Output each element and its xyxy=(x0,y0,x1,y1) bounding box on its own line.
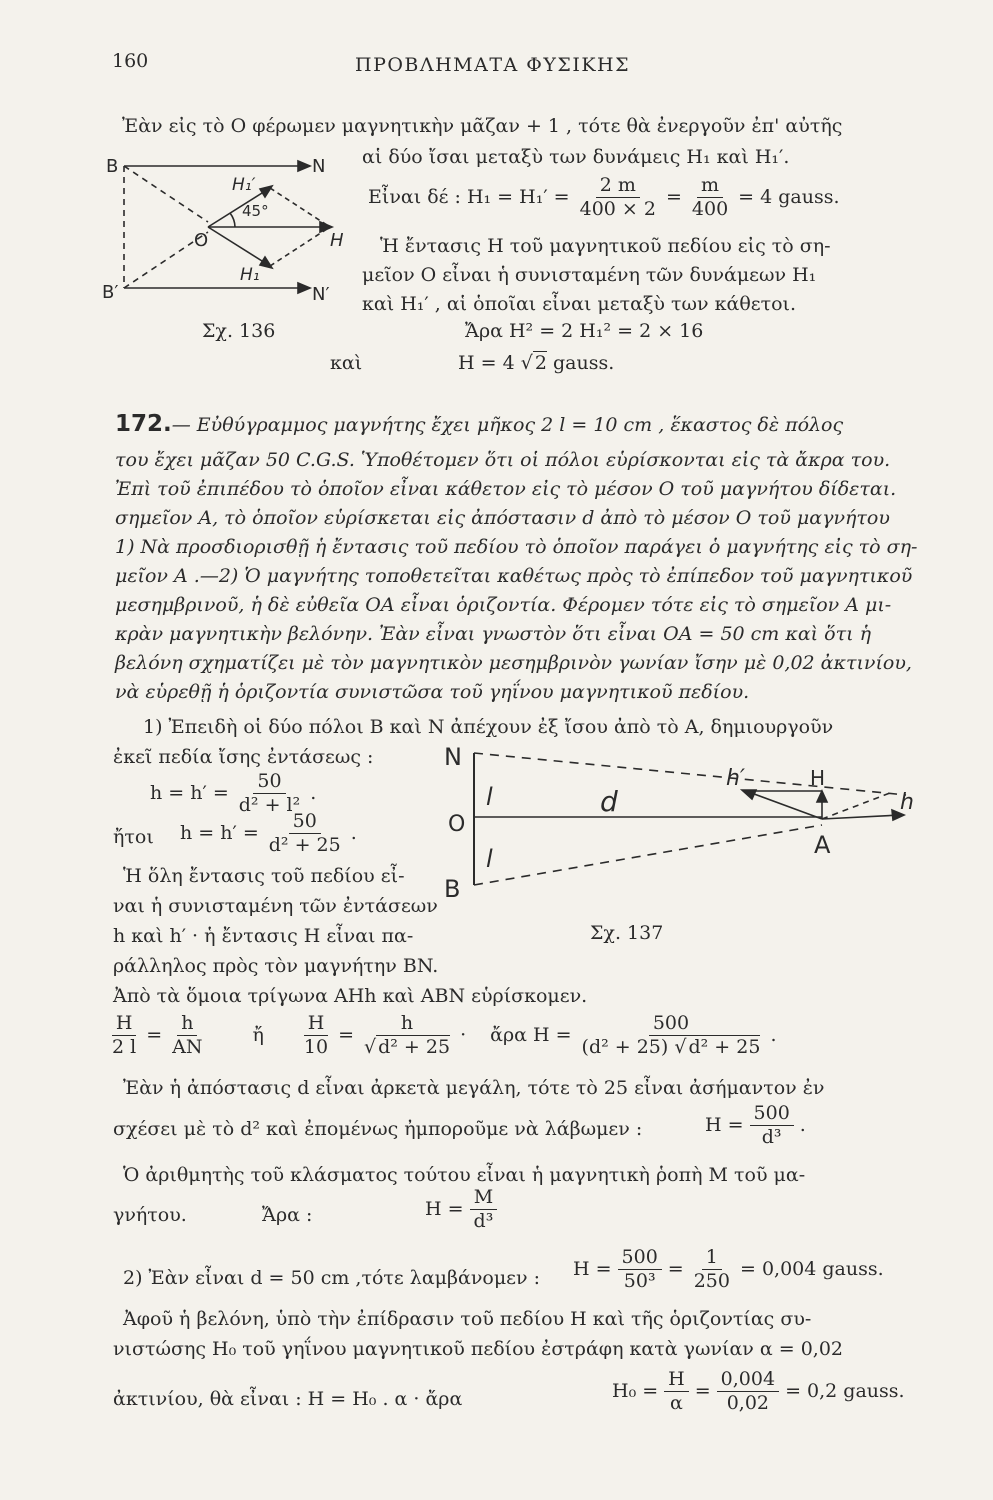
solution-line-14: νιστώσης H₀ τοῦ γηΐνου μαγνητικοῦ πεδίου ἐστράφη κατὰ γωνίαν α = 0,02 xyxy=(113,1338,844,1360)
solution-line-10: Ὁ ἀριθμητὴς τοῦ κλάσματος τούτου εἶναι ἡ μαγνητικὴ ῥοπὴ M τοῦ μα- xyxy=(123,1164,806,1186)
solution-line-9: σχέσει μὲ τὸ d² καὶ ἐπομένως ἠμποροῦμε νὰ λάβωμεν : xyxy=(113,1118,643,1140)
r-f2-num: h xyxy=(177,1014,197,1036)
problem-line-8: κρὰν μαγνητικὴν βελόνην. Ἐὰν εἶναι γνωστὸν ὅτι εἶναι OA = 50 cm καὶ ὅτι ἡ xyxy=(115,623,871,645)
fig137-label-hp: h′ xyxy=(726,766,745,791)
moment-equation xyxy=(425,1188,497,1231)
solution-line-3: Ἡ ὅλη ἔντασις τοῦ πεδίου εἶ- xyxy=(123,865,405,887)
approx-equation: H = $\frac{500}{\text{d³}}$ . xyxy=(705,1102,806,1148)
s9-num: 500 xyxy=(750,1104,794,1126)
problem-line-5: 1) Νὰ προσδιορισθῇ ἡ ἔντασις τοῦ πεδίου τὸ ὁποῖον παράγει ὁ μαγνήτης εἰς τὸ ση- xyxy=(115,536,918,558)
fig137-label-A: A xyxy=(814,831,831,859)
problem-line-4: σημεῖον A, τὸ ὁποῖον εὑρίσκεται εἰς ἀπόστασιν d ἀπὸ τὸ μέσον O τοῦ μαγνήτου xyxy=(115,507,890,529)
r-f4-den-wrap: √ d² + 25 xyxy=(364,1036,451,1058)
eq1-fraction-1 xyxy=(576,176,660,219)
eq3-radicand: 2 xyxy=(534,352,547,374)
r-f1-num: H xyxy=(112,1014,137,1036)
eqB-fraction xyxy=(265,812,345,855)
fig136-label-angle: 45° xyxy=(242,202,269,220)
fig136-arrow-Np xyxy=(298,283,310,293)
problem-line-10: νὰ εὑρεθῇ ἡ ὁριζοντία συνιστῶσα τοῦ γηΐνου μαγνητικοῦ πεδίου. xyxy=(115,681,750,703)
eqA-num: 50 xyxy=(253,772,285,794)
s12-d2: 250 xyxy=(693,1270,730,1292)
s12-eq: H = xyxy=(573,1258,612,1280)
solution-line-2: ἐκεῖ πεδία ἴσης ἐντάσεως : xyxy=(113,746,374,768)
solution-line-7: Ἀπὸ τὰ ὅμοια τρίγωνα AHh καὶ ABN εὑρίσκομεν. xyxy=(113,985,588,1007)
s9-fraction xyxy=(750,1104,794,1147)
solution-line-6: ράλληλος πρὸς τὸν μαγνήτην BN. xyxy=(113,955,439,977)
ratio-equation: $\frac{H}{2 l}$ = $\frac{h}{AN}$ ἤ $\frac{H}{10}$ = $\frac{h}{\text{√ d² + 25}}$ · ἄρα H = $\frac{500}{\text{(d² + 25) √ d² + 25}}$ . xyxy=(108,1014,776,1057)
prev-eq3-lead: καὶ xyxy=(330,352,363,374)
fig136-diag-1 xyxy=(124,166,208,222)
r-f5-den: (d² + 25) xyxy=(581,1036,669,1058)
problem-dash: — xyxy=(171,414,191,436)
eq1-fraction-2 xyxy=(688,176,732,219)
r-f4-den: d² + 25 xyxy=(378,1036,451,1058)
fig137-label-l2: l xyxy=(486,845,493,873)
eqB-lead: h = h′ = xyxy=(180,822,259,844)
eqA-lead: h = h′ = xyxy=(150,782,229,804)
solution-line-11: γνήτου. xyxy=(113,1204,187,1226)
eq3-tail: gauss. xyxy=(552,352,615,374)
prev-line-4: μεῖον O εἶναι ἡ συνισταμένη τῶν δυνάμεων H₁ xyxy=(362,264,817,286)
s12-tail: = 0,004 gauss. xyxy=(739,1258,884,1280)
fig136-angle-arc xyxy=(230,213,235,227)
problem-line-9: βελόνη σχηματίζει μὲ τὸν μαγνητικὸν μεσημβρινὸν γωνίαν ἴσην μὲ 0,02 ἀκτινίου, xyxy=(115,652,912,674)
problem-line-7: μεσημβρινοῦ, ἡ δὲ εὐθεῖα OA εἶναι ὁριζοντία. Φέρομεν τότε εἰς τὸ σημεῖον A μι- xyxy=(115,594,892,616)
fig137-vector-h xyxy=(822,815,900,819)
fig136-label-H1: H₁ xyxy=(240,265,260,285)
s15-tail: = 0,2 gauss. xyxy=(785,1380,905,1402)
fig137-label-O: O xyxy=(448,812,466,837)
fig137-label-N: N xyxy=(444,743,462,771)
r-or: ἤ xyxy=(252,1024,264,1046)
s15-fraction-1 xyxy=(664,1370,689,1413)
r-f3-num: H xyxy=(304,1014,329,1036)
eq1-lead: Εἶναι δέ : H₁ = H₁′ = xyxy=(368,186,570,208)
s11-eq: H = xyxy=(425,1198,464,1220)
eq3-text: H = 4 xyxy=(458,352,515,374)
eq1-f2-num: m xyxy=(697,176,723,198)
s11-fraction xyxy=(470,1188,498,1231)
eqB-num: 50 xyxy=(289,812,321,834)
final-equation: H₀ = $\frac{H}{\alpha}$ = $\frac{0,004}{0,02}$ = 0,2 gauss. xyxy=(612,1368,905,1414)
fig137-label-h: h xyxy=(900,790,914,815)
fig137-label-d: d xyxy=(600,785,618,818)
s11-ara: Ἄρα : xyxy=(262,1204,313,1226)
problem-172-line-1 xyxy=(115,413,843,436)
fig136-caption: Σχ. 136 xyxy=(202,320,276,342)
s9-den: d³ xyxy=(761,1126,782,1148)
figure-136 xyxy=(100,148,360,323)
r-f5-rad: d² + 25 xyxy=(688,1036,761,1058)
fig136-label-Np: N′ xyxy=(312,284,330,305)
fig136-label-H1p: H₁′ xyxy=(232,175,256,195)
fig136-H1 xyxy=(208,227,270,266)
r-f5-num: 500 xyxy=(649,1014,693,1036)
s12-n1: 500 xyxy=(618,1248,662,1270)
problem-line-6: μεῖον A .—2) Ὁ μαγνήτης τοποθετεῖται καθέτως πρὸς τὸ ἐπίπεδον τοῦ μαγνητικοῦ xyxy=(115,565,913,587)
s12-fraction-1 xyxy=(618,1248,662,1291)
fig136-label-Bp: B′ xyxy=(102,282,119,303)
s15-d2: 0,02 xyxy=(726,1392,770,1414)
eq1-tail: = 4 gauss. xyxy=(738,186,840,208)
s11-num: M xyxy=(470,1188,497,1210)
eqB-pre: ἤτοι xyxy=(113,826,154,848)
fig137-caption: Σχ. 137 xyxy=(590,922,664,944)
fig136-label-N: N xyxy=(312,156,326,177)
equation-B: h = h′ = $\frac{50}{\text{d² + 25}}$ . xyxy=(180,810,357,856)
solution-line-4: ναι ἡ συνισταμένη τῶν ἐντάσεων xyxy=(113,895,438,917)
prev-line-2: αἱ δύο ἴσαι μεταξὺ των δυνάμεις H₁ καὶ H₁′. xyxy=(362,146,790,168)
r-f3-den: 10 xyxy=(303,1036,329,1058)
figure-137 xyxy=(430,735,930,905)
s11-den: d³ xyxy=(473,1210,494,1232)
prev-line-3: Ἡ ἔντασις H τοῦ μαγνητικοῦ πεδίου εἰς τὸ ση- xyxy=(380,235,831,257)
fig137-label-H: H xyxy=(810,766,826,790)
problem-line-3: Ἐπὶ τοῦ ἐπιπέδου τὸ ὁποῖον εἶναι κάθετον εἰς τὸ μέσον O τοῦ μαγνήτου δίδεται. xyxy=(115,478,897,500)
problem-line-1-text: Εὐθύγραμμος μαγνήτης ἔχει μῆκος 2 l = 10 cm , ἕκαστος δὲ πόλος xyxy=(196,414,844,436)
prev-line-1: Ἐὰν εἰς τὸ O φέρωμεν μαγνητικὴν μᾶζαν + 1 , τότε θὰ ἐνεργοῦν ἐπ' αὐτῆς xyxy=(122,115,843,137)
fig137-label-l1: l xyxy=(486,783,493,811)
r-eq: = xyxy=(146,1024,163,1046)
prev-equation-2: Ἄρα H² = 2 H₁² = 2 × 16 xyxy=(465,320,704,342)
fig136-label-H: H xyxy=(330,230,344,251)
fig137-dashed-BA xyxy=(474,825,822,885)
r-f2 xyxy=(168,1014,206,1057)
r-ara: ἄρα H = xyxy=(490,1024,572,1046)
solution-line-1: 1) Ἐπειδὴ οἱ δύο πόλοι B καὶ N ἀπέχουν ἐξ ἴσου ἀπὸ τὸ A, δημιουργοῦν xyxy=(143,716,834,738)
s12-d1: 50³ xyxy=(623,1270,656,1292)
eqB-den: d² + 25 xyxy=(268,834,341,856)
r-f5 xyxy=(578,1014,765,1057)
fig136-label-B: B xyxy=(106,156,119,177)
fig137-vector-hp xyxy=(746,791,822,819)
r-f2-den: AN xyxy=(172,1036,203,1058)
solution-line-15: ἀκτινίου, θὰ εἶναι : H = H₀ . α · ἄρα xyxy=(113,1388,463,1410)
problem-line-2: του ἔχει μᾶζαν 50 C.G.S. Ὑποθέτομεν ὅτι οἱ πόλοι εὑρίσκονται εἰς τὰ ἄκρα του. xyxy=(115,449,891,471)
s15-fraction-2 xyxy=(717,1370,779,1413)
r-f1 xyxy=(108,1014,140,1057)
s12-n2: 1 xyxy=(702,1248,722,1270)
r-f3 xyxy=(300,1014,332,1057)
eq1-f1-den: 400 × 2 xyxy=(579,198,656,220)
solution-line-5: h καὶ h′ · ἡ ἔντασις H εἶναι πα- xyxy=(113,925,414,947)
solution-line-12: 2) Ἐὰν εἶναι d = 50 cm ,τότε λαμβάνομεν : xyxy=(123,1267,540,1289)
eqA-den: d² + l² xyxy=(238,794,301,816)
page-number: 160 xyxy=(112,50,149,72)
value-equation: H = $\frac{500}{\text{50³}}$ = $\frac{1}{250}$ = 0,004 gauss. xyxy=(573,1246,884,1292)
eq1-f2-den: 400 xyxy=(691,198,729,220)
s15-d1: α xyxy=(670,1392,683,1414)
running-title: ΠΡΟΒΛΗΜΑΤΑ ΦΥΣΙΚΗΣ xyxy=(355,54,631,76)
problem-number: 172. xyxy=(115,411,172,437)
eq1-f1-num: 2 m xyxy=(596,176,640,198)
prev-line-5: καὶ H₁′ , αἱ ὁποῖαι εἶναι μεταξὺ των κάθετοι. xyxy=(362,293,797,315)
fig137-dashed-NA xyxy=(474,753,906,795)
prev-equation-1: Εἶναι δέ : H₁ = H₁′ = $\frac{2 m}{400 \times 2}$ = $\frac{m}{400}$ = 4 gauss. xyxy=(368,174,840,220)
r-f4 xyxy=(360,1014,454,1057)
s9-eq: H = xyxy=(705,1114,744,1136)
fig137-label-B: B xyxy=(444,875,461,903)
prev-equation-3: H = 4 √ 2 gauss. xyxy=(458,352,615,374)
s15-n2: 0,004 xyxy=(717,1370,779,1392)
equation-A: h = h′ = $\frac{50}{\text{d² + l²}}$ . xyxy=(150,770,317,816)
s12-fraction-2 xyxy=(690,1248,734,1291)
solution-line-8: Ἐὰν ἡ ἀπόστασις d εἶναι ἀρκετὰ μεγάλη, τότε τὸ 25 εἶναι ἀσήμαντον ἐν xyxy=(123,1077,825,1099)
solution-line-13: Ἀφοῦ ἡ βελόνη, ὑπὸ τὴν ἐπίδρασιν τοῦ πεδίου H καὶ τῆς ὁριζοντίας συ- xyxy=(123,1308,812,1330)
s15-n1: H xyxy=(664,1370,689,1392)
fig136-arrow-N xyxy=(298,161,310,171)
fig136-label-O: O xyxy=(194,230,209,251)
s15-eq: H₀ = xyxy=(612,1380,659,1402)
r-f4-num: h xyxy=(397,1014,417,1036)
r-f1-den: 2 l xyxy=(112,1036,137,1058)
eqA-fraction xyxy=(235,772,304,815)
r-f5-den-wrap: (d² + 25) √ d² + 25 xyxy=(581,1036,761,1058)
